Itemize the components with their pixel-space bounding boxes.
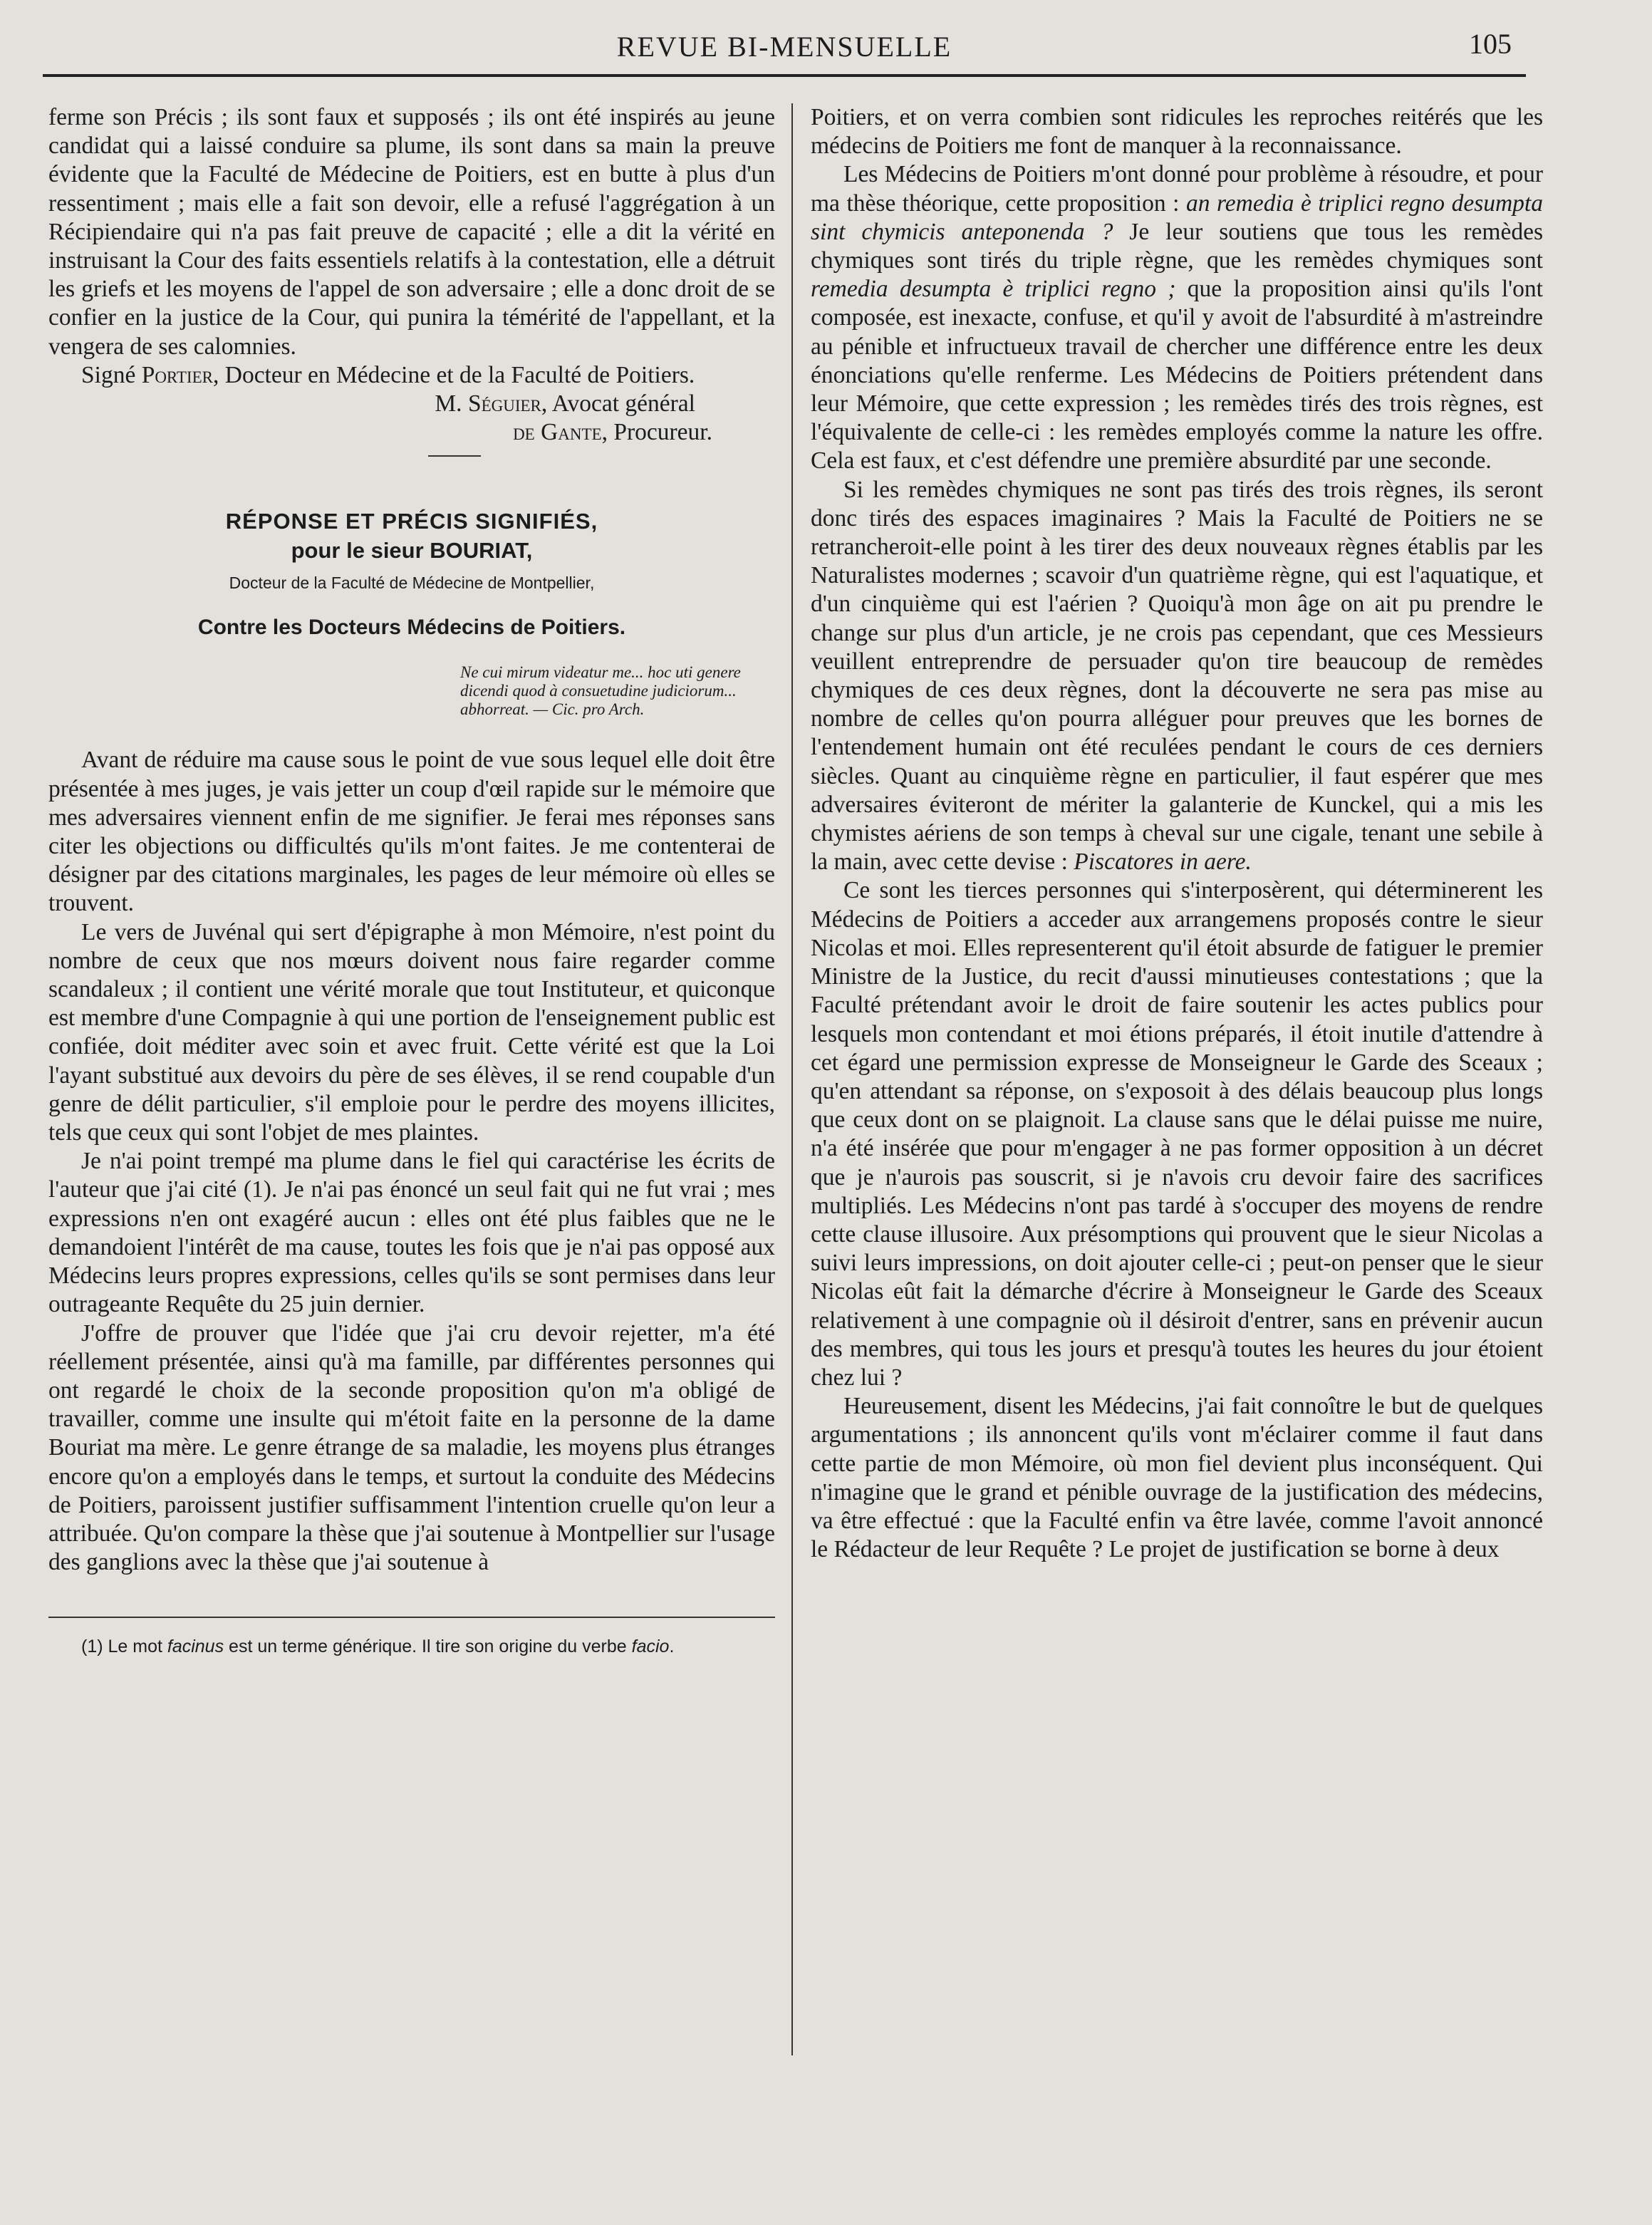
response-subtitle: pour le sieur BOURIAT,: [291, 538, 533, 564]
paragraph-2-part-b: Je leur soutiens que tous les remèdes chymiques sont tirés du triple règne, que les remèdes chymiques sont: [811, 218, 1543, 274]
signed-rest: , Docteur en Médecine et de la Faculté de Poitiers.: [213, 361, 695, 388]
signed-prefix: Signé: [81, 361, 142, 388]
body-paragraph-2: Le vers de Juvénal qui sert d'épigraphe à mon Mémoire, n'est point du nombre de ceux que nos mœurs doivent nous faire regarder comme scandaleux ; il contient une vérité morale que tout Instituteur, et quiconque est membre d'une Compagnie à qui une portion de l'enseignement public est confiée, doit méditer avec soin et avec fruit. Cette vérité est que la Loi l'ayant substitué aux devoirs du père de ses élèves, il se rend coupable d'un genre de délit particulier, s'il emploie pour le perdre des moyens illicites, tels que ceux qui sont l'objet de mes plaintes.: [48, 918, 775, 1146]
page-header: [43, 26, 1526, 76]
right-paragraph-2: [811, 160, 1543, 475]
footnote-word-2: facio: [631, 1637, 670, 1657]
signed-name: Portier: [141, 361, 213, 388]
right-paragraph-3: [811, 476, 1543, 877]
signature-line-2: [48, 418, 775, 447]
latin-proposition: an remedia è triplici regno desumpta sint chymicis anteponenda ?: [811, 190, 1543, 245]
footnote: [48, 1635, 775, 1658]
paragraph-2-part-a: Les Médecins de Poitiers m'ont donné pour problème à résoudre, et pour ma thèse théorique, cette proposition :: [811, 161, 1543, 217]
epigraph: Ne cui mirum videatur me... hoc uti genere dicendi quod à consuetudine judiciorum... abhorreat. — Cic. pro Arch.: [460, 663, 741, 719]
closing-paragraph: ferme son Précis ; ils sont faux et supposés ; ils ont été inspirés au jeune candidat qui a laissé conduire sa plume, ils sont dans sa main la preuve évidente que la Faculté de Médecine de Poitiers, est en butte à plus d'un ressentiment ; mais elle a fait son devoir, elle a refusé l'aggrégation à un Récipiendaire qui n'a pas fait preuve de capacité ; elle a dit la vérité en instruisant la Cour des faits essentiels relatifs à la contestation, elle a détruit les griefs et les moyens de l'appel de son adversaire ; elle a donc droit de se confier en la justice de la Cour, qui punira la témérité de l'appellant, et la vengera de ses calomnies.: [48, 104, 775, 360]
footnote-end: .: [669, 1637, 675, 1657]
left-column: [48, 103, 775, 1658]
signature-line-1: [48, 390, 775, 418]
signed-line: [48, 361, 775, 390]
signature-1-rest: , Avocat général: [541, 390, 695, 417]
paragraph-2-part-c: que la proposition ainsi qu'ils l'ont composée, est inexacte, confuse, et qu'il y avoit de l'absurdité à m'astreindre au pénible et infructueux travail de chercher une différence entre les deux énonciations qu'elle renferme. Les Médecins de Poitiers prétendent dans leur Mémoire, que cette expression ; les remèdes tirés des trois règnes, est l'équivalente de celle-ci : les remèdes employés comme la nature les offre. Cela est faux, et c'est défendre une première absurdité par une seconde.: [811, 276, 1543, 474]
body-paragraph-3: Je n'ai point trempé ma plume dans le fiel qui caractérise les écrits de l'auteur que j'ai cité (1). Je n'ai pas énoncé un seul fait qui ne fut vrai ; mes expressions n'en ont exagéré aucun : elles ont été plus faibles que ne le demandoient l'intérêt de ma cause, toutes les fois que je n'ai pas opposé aux Médecins leurs propres expressions, celles qu'ils se sont permises dans leur outrageante Requête du 25 juin dernier.: [48, 1148, 775, 1318]
footnote-prefix: (1) Le mot: [81, 1637, 167, 1657]
latin-motto: Piscatores in aere.: [1074, 849, 1252, 876]
footnote-rule: [48, 1617, 775, 1618]
signature-2-rest: , Procureur.: [601, 419, 712, 446]
paragraph-3-text: Si les remèdes chymiques ne sont pas tirés des trois règnes, ils seront donc tirés des espaces imaginaires ? Mais la Faculté de Poitiers ne se retrancheroit-elle point à les tirer des deux nouveaux règnes établis par les Naturalistes modernes ; scavoir d'un quatrième règne, qui est l'aquatique, et d'un cinquième qui est l'aérien ? Quoiqu'à mon âge on ait pu prendre le change sur plus d'un article, je ne crois pas cependant, que ces Messieurs veuillent entreprendre de persuader qu'on tire beaucoup de remèdes chymiques de ces deux règnes, dont la découverte ne sera pas mise au nombre de celles qu'on pourra alléguer pour preuves que les bornes de l'entendement humain ont été reculées pendant le cours de ces derniers siècles. Quant au cinquième règne en particulier, il faut espérer que mes adversaires éviteront de mériter la galanterie de Kunckel, qui a mis les chymistes aériens de son temps à cheval sur une cigale, tenant une sebile à la main, avec cette devise :: [811, 476, 1543, 876]
response-subtitle-2: Docteur de la Faculté de Médecine de Montpellier,: [229, 574, 595, 593]
footnote-word: facinus: [167, 1637, 224, 1657]
latin-phrase: remedia desumpta è triplici regno ;: [811, 276, 1176, 303]
footnote-middle: est un terme générique. Il tire son origine du verbe: [224, 1637, 632, 1657]
body-paragraph-1: Avant de réduire ma cause sous le point de vue sous lequel elle doit être présentée à mes juges, je vais jetter un coup d'œil rapide sur le mémoire que mes adversaires viennent enfin de me signifier. Je ferai mes réponses sans citer les objections ou difficultés qu'ils m'ont faites. Je me contenterai de désigner par des citations marginales, les pages de leur mémoire où elles se trouvent.: [48, 747, 775, 917]
column-divider: [791, 103, 793, 2055]
right-paragraph-5: Heureusement, disent les Médecins, j'ai fait connoître le but de quelques argumentations ; ils annoncent qu'ils vont m'éclairer comme il faut dans cette partie de mon Mémoire, où mon fiel devient plus inconséquent. Qui n'imagine que le grand et pénible ouvrage de la justification des médecins, va être effectué : que la Faculté enfin va être lavée, comme l'avoit annoncé le Rédacteur de leur Requête ? Le projet de justification se borne à deux: [811, 1393, 1543, 1563]
right-paragraph-1: Poitiers, et on verra combien sont ridicules les reproches reitérés que les médecins de Poitiers me font de manquer à la reconnaissance.: [811, 104, 1543, 160]
right-column: [811, 103, 1543, 1564]
signature-1-name: Séguier: [467, 390, 541, 417]
signature-2-prefix: de: [513, 419, 541, 446]
section-separator: [428, 455, 481, 485]
signature-2-name: Gante: [541, 419, 602, 446]
running-title: REVUE BI-MENSUELLE: [616, 31, 952, 63]
right-paragraph-4: Ce sont les tierces personnes qui s'interposèrent, qui déterminerent les Médecins de Poitiers a acceder aux arrangemens proposés contre le sieur Nicolas et moi. Elles representerent qu'il étoit absurde de fatiguer le premier Ministre de la Justice, du recit d'aussi minutieuses contestations ; que la Faculté prétendant avoir le droit de faire soutenir les actes publics pour lesquels mon contendant et moi étions préparés, il étoit inutile d'attendre à cet égard une permission expresse de Monseigneur le Garde des Sceaux ; qu'en attendant sa réponse, on s'exposoit à des délais beaucoup plus longs que ceux dont on se plaignoit. La clause sans que le délai puisse me nuire, n'a été insérée que pour m'engager à ne pas former opposition à un décret que je n'aurois pas souscrit, si je n'avois cru devoir faire des sacrifices multipliés. Les Médecins n'ont pas tardé à s'occuper des moyens de rendre cette clause illusoire. Aux présomptions qui prouvent que le sieur Nicolas a suivi leurs impressions, on doit ajouter celle-ci ; peut-on penser que le sieur Nicolas eût fait la démarche d'écrire à Monseigneur le Garde des Sceaux relativement à une compagnie où il désiroit d'entrer, sans en prévenir aucun des membres, qui tous les jours et presqu'à toutes les heures du jour étoient chez lui ?: [811, 877, 1543, 1391]
response-title: RÉPONSE ET PRÉCIS SIGNIFIÉS,: [225, 509, 598, 534]
page-number: 105: [1469, 28, 1512, 60]
body-paragraph-4: J'offre de prouver que l'idée que j'ai cru devoir rejetter, m'a été réellement présentée, ainsi qu'à ma famille, par différentes personnes qui ont regardé le choix de la seconde proposition qu'on m'a obligé de travailler, comme une insulte qui m'étoit faite en la personne de la dame Bouriat ma mère. Le genre étrange de sa maladie, les moyens plus étranges encore qu'on a employés dans le temps, et surtout la conduite des Médecins de Poitiers, paroissent justifier suffisamment l'intention cruelle qu'on leur a attribuée. Qu'on compare la thèse que j'ai soutenue à Montpellier sur l'usage des ganglions avec la thèse que j'ai soutenue à: [48, 1319, 775, 1576]
header-rule: [43, 74, 1526, 77]
signature-1-prefix: M.: [435, 390, 468, 417]
response-against: Contre les Docteurs Médecins de Poitiers.: [197, 616, 626, 640]
